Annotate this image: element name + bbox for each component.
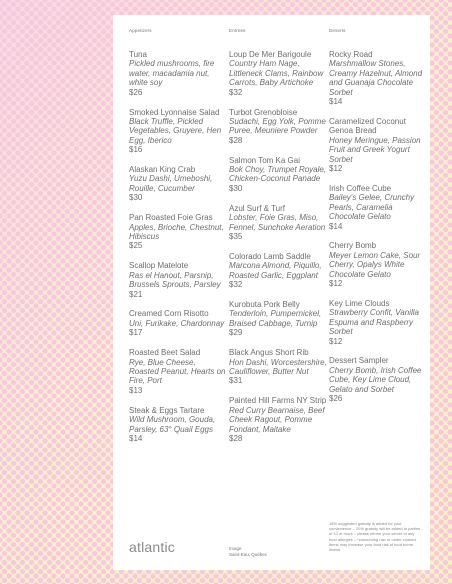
menu-item [229, 156, 327, 194]
menu-item-description: Pickled mushrooms, fire water, macadamia nut, white soy [129, 59, 215, 88]
menu-item-name: Scallop Matelote [129, 261, 189, 271]
menu-item-price: $30 [229, 183, 243, 193]
menu-item-description: Lobster, Foie Gras, Miso, Fennel, Sunchoke Aeration [229, 213, 326, 232]
menu-item [129, 406, 227, 444]
address-line: Image [229, 546, 242, 551]
menu-item-description: Uni, Furikake, Chardonnay [129, 318, 225, 328]
menu-item-price: $14 [329, 221, 343, 231]
menu-item-description: Marcona Almond, Piquillo, Roasted Garlic, Eggplant [229, 261, 322, 280]
column-heading: Appetizers [129, 28, 152, 33]
menu-item [329, 299, 427, 346]
menu-item-name: Turbot Grenobloise [229, 107, 298, 117]
address [229, 546, 267, 558]
menu-item [129, 261, 227, 299]
menu-item-price: $31 [229, 376, 243, 386]
menu-item-price: $32 [229, 280, 243, 290]
menu-item-price: $16 [129, 145, 143, 155]
menu-item-description: Meyer Lemon Cake, Sour Cherry, Opalys White Chocolate Gelato [329, 250, 421, 279]
menu-item-name: Roasted Beet Salad [129, 348, 201, 358]
menu-item-price: $14 [129, 433, 143, 443]
menu-item-price: $21 [129, 289, 143, 299]
menu-item-price: $12 [329, 279, 343, 289]
menu-item-price: $28 [229, 135, 243, 145]
menu-item [129, 309, 227, 337]
menu-item-name: Azul Surf & Turf [229, 203, 286, 213]
address-line: Saint-Eau, Québec [229, 552, 268, 557]
menu-item-description: Bok Choy, Trumpet Royale, Chicken-Coconut Panade [229, 165, 327, 184]
menu-item [129, 165, 227, 203]
menu-item-price: $14 [329, 97, 343, 107]
menu-item-name: Black Angus Short Rib [229, 348, 309, 358]
menu-item [229, 300, 327, 338]
menu-item-name: Alaskan King Crab [129, 165, 196, 175]
menu-item-name: Kurobuta Pork Belly [229, 300, 300, 310]
menu-item [229, 204, 327, 242]
menu-item-price: $13 [129, 385, 143, 395]
menu-item [129, 213, 227, 251]
menu-item-name: Smoked Lyonnaise Salad [129, 107, 220, 117]
menu-item-name: Key Lime Clouds [329, 298, 390, 308]
menu-item [129, 348, 227, 395]
appetizers-column [129, 28, 227, 454]
menu-item-price: $25 [129, 241, 143, 251]
menu-item-description: Yuzu Dashi, Umeboshi, Rouille, Cucumber [129, 174, 213, 193]
menu-item-description: Wild Mushroom, Gouda, Parsley, 63° Quail Eggs [129, 415, 216, 434]
menu-item-description: Rye, Blue Cheese, Roasted Peanut, Hearts on Fire, Port [129, 357, 226, 386]
restaurant-logo: atlantic [129, 539, 175, 555]
menu-item [229, 396, 327, 443]
menu-card [113, 15, 430, 570]
menu-item-name: Creamed Corn Risotto [129, 309, 209, 319]
column-heading: Entrees [229, 28, 246, 33]
menu-item-description: Hon Dashi, Worcestershire, Cauliflower, Butter Nut [229, 357, 327, 376]
gratuity-note: 18% suggested gratuity is added for your convenience – 20% gratuity will be added to parties of 10 or more – please inform your server of any food allergies – *consuming raw or under cooked items may increase your food risk of food borne illness [329, 521, 421, 553]
menu-item [329, 50, 427, 106]
menu-item-name: Colorado Lamb Saddle [229, 251, 311, 261]
menu-item-price: $28 [229, 433, 243, 443]
menu-item [229, 50, 327, 97]
menu-item-description: Red Curry Bearnaise, Beef Cheek Ragout, Pomme Fondant, Maitake [229, 405, 325, 434]
menu-item-description: Tenderloin, Pumpernickel, Braised Cabbage, Turnip [229, 309, 322, 328]
menu-item-name: Irish Coffee Cube [329, 183, 392, 193]
entrees-column [229, 28, 327, 454]
menu-item-price: $26 [129, 87, 143, 97]
column-heading: Deserts [329, 28, 346, 33]
menu-item [329, 241, 427, 288]
menu-item-description: Ras el Hanout, Parsnip, Brussels Sprouts, Parsley [129, 270, 221, 290]
menu-item-name: Salmon Tom Ka Gai [229, 155, 300, 165]
menu-item-price: $17 [129, 328, 143, 338]
menu-item-price: $12 [329, 336, 343, 346]
deserts-column [329, 28, 427, 414]
menu-item-name: Steak & Eggs Tartare [129, 405, 205, 415]
menu-item-price: $29 [229, 328, 243, 338]
menu-item-description: Country Ham Nage, Littleneck Clams, Rainbow Carrots, Baby Artichoke [229, 59, 324, 88]
menu-item [129, 50, 227, 97]
menu-item-description: Cherry Bomb, Irish Coffee Cube, Key Lime Cloud, Gelato and Sorbet [329, 365, 422, 394]
menu-item-price: $12 [329, 163, 343, 173]
menu-item [229, 348, 327, 386]
menu-item [129, 108, 227, 155]
menu-item-description: Marshmallow Stones, Creamy Hazelnut, Almond and Guanaja Chocolate Sorbet [329, 59, 423, 97]
menu-item-description: Sudachi, Egg Yolk, Pomme Puree, Meuniere Powder [229, 116, 326, 136]
menu-item-name: Pan Roasted Foie Gras [129, 213, 213, 223]
menu-item-name: Rocky Road [329, 50, 373, 59]
menu-item-description: Apples, Brioche, Chestnut, Hibiscus [129, 222, 224, 241]
menu-item [329, 184, 427, 231]
menu-item-description: Strawberry Confit, Vanilla Espuma and Raspberry Sorbet [329, 308, 419, 337]
menu-item-price: $30 [129, 193, 143, 203]
menu-item-description: Honey Meringue, Passion Fruit and Greek Yogurt Sorbet [329, 135, 421, 164]
menu-item [329, 356, 427, 403]
menu-item-name: Painted Hill Farms NY Strip [229, 396, 327, 406]
menu-item [229, 108, 327, 146]
menu-item-description: Bailey's Gelee, Crunchy Pearls, Caramelia Chocolate Gelato [329, 193, 415, 222]
menu-item-price: $35 [229, 232, 243, 241]
menu-item-name: Caramelized Coconut Genoa Bread [329, 116, 406, 136]
menu-item-price: $32 [229, 87, 243, 97]
menu-item-name: Tuna [129, 50, 147, 59]
menu-item-name: Cherry Bomb [329, 241, 377, 251]
menu-item-name: Loup De Mer Barigoule [229, 50, 312, 59]
menu-item-price: $26 [329, 394, 343, 404]
menu-item-description: Black Truffle, Pickled Vegetables, Gruyere, Hen Egg, Iberico [129, 116, 222, 145]
menu-item [329, 117, 427, 173]
menu-item-name: Dessert Sampler [329, 356, 389, 366]
menu-item [229, 252, 327, 290]
